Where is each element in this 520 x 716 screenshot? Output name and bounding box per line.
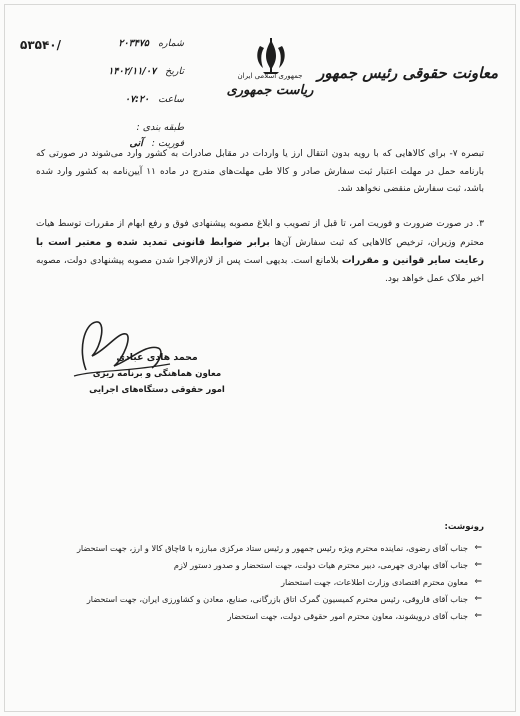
arrow-bullet-icon: ⇐ — [474, 560, 482, 570]
copies-list — [42, 540, 482, 625]
arrow-bullet-icon: ⇐ — [474, 543, 482, 553]
time-value: ۰۷:۲۰ — [124, 94, 150, 105]
time-label: ساعت — [158, 94, 184, 105]
meta-time — [125, 94, 184, 105]
meta-classification — [137, 122, 185, 133]
arrow-bullet-icon: ⇐ — [474, 577, 482, 587]
copies-title: رونوشت: — [444, 522, 484, 532]
para2-bold: برابر ضوابط قانونی تمدید شده و معتبر است با رعایت سایر قوانین و مقررات — [36, 236, 484, 266]
classification-label: طبقه بندی : — [136, 122, 184, 133]
body-paragraph-1: تبصره ۷- برای کالاهایی که با رویه بدون انتقال ارز یا واردات در مقابل صادرات به کشور وارد می‌شوند در صورتی که بارنامه حمل در مهلت اعتبار ثبت سفارش صادر و کالا طی مهلت‌های مندرج در ماده ۱۱ آیین‌نامه به کشور وارد شده باشد، ثبت سفارش منقضی نخواهد شد. — [36, 149, 485, 194]
emblem-line1: جمهوری اسلامی ایران — [237, 72, 303, 80]
priority-label: فوریت : — [151, 138, 184, 149]
list-item: ⇐ جناب آقای فاروقی، رئیس محترم کمیسیون گمرک اتاق بازرگانی، صنایع، معادن و کشاورزی ایران، جهت استحضار — [42, 591, 482, 608]
list-item: ⇐ معاون محترم اقتصادی وزارت اطلاعات، جهت استحضار — [42, 574, 482, 591]
meta-number — [118, 38, 184, 49]
date-label: تاریخ — [165, 66, 184, 77]
list-item: ⇐ جناب آقای درویشوند، معاون محترم امور حقوقی دولت، جهت استحضار — [42, 608, 482, 625]
signer-title-2: امور حقوقی دستگاه‌های اجرایی — [89, 385, 225, 395]
signer-name: محمد هادی عبادی — [116, 352, 198, 363]
para2-start: ۳. در صورت ضرورت و فوریت امر، تا قبل از تصویب و ابلاغ مصوبه پیشنهادی فوق و رفع ابهام از مقررات توسط هیات محترم وزیران، ترخیص کالاهایی که ثبت سفارش آن‌ها — [36, 219, 484, 248]
date-value: ۱۴۰۲/۱۱/۰۷ — [108, 66, 157, 77]
body-paragraph-2 — [36, 216, 484, 288]
signer-title-1: معاون هماهنگی و برنامه ریزی — [92, 369, 222, 379]
arrow-bullet-icon: ⇐ — [474, 594, 482, 604]
number-value: ۲۰۳۴۷۵ — [118, 38, 150, 49]
iran-emblem-icon — [251, 36, 291, 76]
arrow-bullet-icon: ⇐ — [474, 611, 482, 621]
list-item: ⇐ جناب آقای رضوی، نماینده محترم ویژه رئیس جمهور و رئیس ستاد مرکزی مبارزه با قاچاق کالا و ارز، جهت استحضار — [42, 540, 482, 557]
priority-value: آنی — [129, 138, 143, 149]
para2-end: بلامانع است. بدیهی است پس از لازم‌الاجرا شدن مصوبه پیشنهادی دولت، مصوبه اخیر ملاک عمل خواهد بود. — [36, 256, 484, 284]
meta-date — [108, 66, 184, 77]
office-title: معاونت حقوقی رئیس جمهور — [317, 64, 498, 82]
signature-block — [72, 350, 242, 398]
letter-number-prefix: ۵۳۵۴۰/ — [20, 38, 62, 52]
list-item: ⇐ جناب آقای بهادری جهرمی، دبیر محترم هیات دولت، جهت استحضار و صدور دستور لازم — [42, 557, 482, 574]
emblem-line2: ریاست جمهوری — [226, 83, 314, 98]
number-label: شماره — [158, 38, 184, 49]
